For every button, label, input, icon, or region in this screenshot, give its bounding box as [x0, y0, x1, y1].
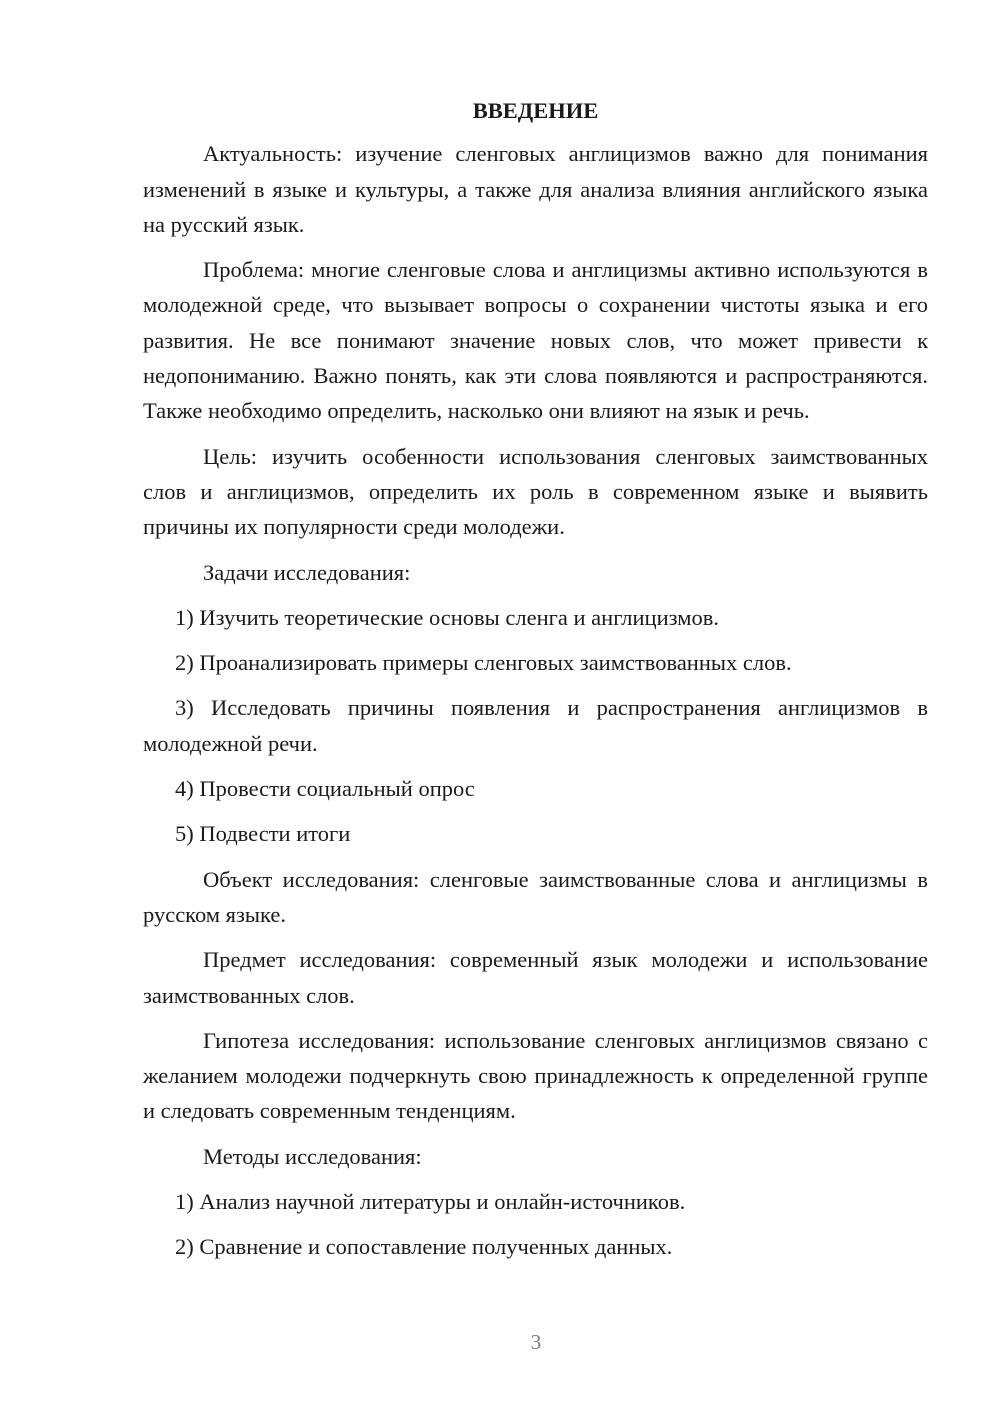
section-heading: ВВЕДЕНИЕ: [472, 98, 599, 123]
goal-paragraph: Цель: изучить особенности использования сленговых заимствованных слов и англицизмов, определить их роль в современном языке и выявить причины их популярности среди молодежи.: [143, 443, 928, 540]
problem-paragraph: Проблема: многие сленговые слова и англицизмы активно используются в молодежной среде, что вызывает вопросы о сохранении чистоты языка и его развития. Не все понимают значение новых слов, что может привести к недопониманию. Важно понять, как эти слова появляются и распространяются. Также необходимо определить, насколько они влияют на язык и речь.: [143, 257, 928, 424]
task-item: 4) Провести социальный опрос: [175, 776, 475, 802]
hypothesis-paragraph: Гипотеза исследования: использование сленговых англицизмов связано с желанием молодежи подчеркнуть свою принадлежность к определенной группе и следовать современным тенденциям.: [143, 1027, 928, 1124]
tasks-title: Задачи исследования:: [203, 559, 411, 585]
method-item: 1) Анализ научной литературы и онлайн-источников.: [175, 1189, 686, 1215]
relevance-paragraph: Актуальность: изучение сленговых англицизмов важно для понимания изменений в языке и культуры, а также для анализа влияния английского языка на русский язык.: [143, 141, 928, 237]
task-item: 2) Проанализировать примеры сленговых заимствованных слов.: [175, 650, 792, 676]
subject-paragraph: Предмет исследования: современный язык молодежи и использование заимствованных слов.: [143, 947, 928, 1008]
task-item: 1) Изучить теоретические основы сленга и англицизмов.: [175, 604, 719, 630]
methods-title: Методы исследования:: [203, 1143, 422, 1169]
task-item: 5) Подвести итоги: [175, 821, 351, 847]
task-item: 3) Исследовать причины появления и распространения англицизмов в молодежной речи.: [143, 695, 928, 756]
page-content: [143, 93, 928, 1275]
page-number: 3: [530, 1330, 542, 1354]
method-item: 2) Сравнение и сопоставление полученных данных.: [175, 1234, 673, 1260]
object-paragraph: Объект исследования: сленговые заимствованные слова и англицизмы в русском языке.: [143, 866, 928, 927]
